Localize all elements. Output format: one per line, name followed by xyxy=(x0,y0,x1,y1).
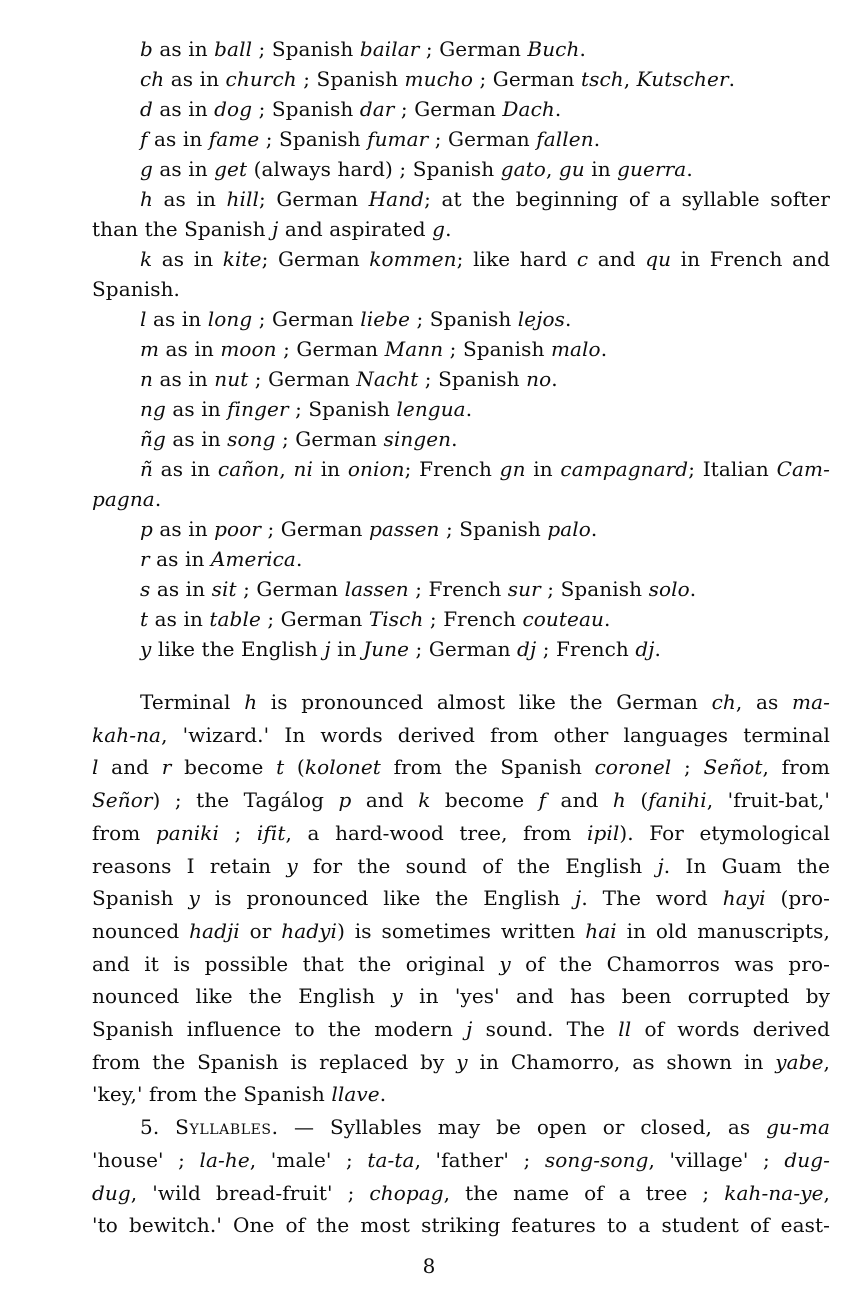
text-run: ; German xyxy=(258,187,369,211)
text-run: ; Spanish xyxy=(410,307,518,331)
text-run: ; xyxy=(219,820,257,845)
italic-text-run: ll xyxy=(618,1017,632,1042)
text-line xyxy=(92,980,830,1013)
text-line xyxy=(92,64,830,94)
italic-text-run: table xyxy=(209,607,261,631)
italic-text-run: y xyxy=(499,951,511,976)
text-line xyxy=(92,124,830,154)
text-run: ; German xyxy=(419,37,528,61)
italic-text-run: song xyxy=(227,427,276,451)
text-run: , xyxy=(623,67,637,91)
text-run: nounced xyxy=(92,918,190,943)
text-run: ; German xyxy=(261,247,370,271)
text-run: ). For etymological xyxy=(619,820,830,845)
text-line xyxy=(92,94,830,124)
italic-text-run: onion xyxy=(347,457,405,481)
text-line xyxy=(92,364,830,394)
text-run: for the sound of the English xyxy=(297,853,658,878)
text-run: in Chamorro, as shown in xyxy=(467,1049,776,1074)
italic-text-run: llave xyxy=(331,1082,380,1107)
italic-text-run: p xyxy=(338,788,352,813)
text-run: as in xyxy=(165,397,228,421)
italic-text-run: lejos xyxy=(517,307,566,331)
italic-text-run: g xyxy=(140,157,153,181)
italic-text-run: r xyxy=(140,547,150,571)
italic-text-run: ball xyxy=(214,37,253,61)
text-line xyxy=(92,784,830,817)
italic-text-run: palo xyxy=(547,517,591,541)
italic-text-run: ch xyxy=(711,690,736,714)
italic-text-run: hai xyxy=(585,918,617,943)
text-run: . xyxy=(565,307,572,331)
text-run: . The word xyxy=(581,886,723,911)
text-line xyxy=(92,686,830,719)
text-line xyxy=(92,214,830,244)
italic-text-run: Dach xyxy=(502,97,555,121)
text-run: as in xyxy=(147,127,209,151)
text-line xyxy=(92,604,830,634)
italic-text-run: dj xyxy=(517,637,537,661)
text-run: ; Spanish xyxy=(540,577,649,601)
italic-text-run: Señot xyxy=(703,755,763,780)
italic-text-run: f xyxy=(140,127,148,151)
smallcaps-text-run: Syllables xyxy=(175,1115,272,1140)
italic-text-run: fame xyxy=(208,127,260,151)
italic-text-run: moon xyxy=(220,337,277,361)
text-line xyxy=(92,915,830,948)
italic-text-run: liebe xyxy=(360,307,411,331)
text-run: ; German xyxy=(409,637,518,661)
text-run: as in xyxy=(152,367,215,391)
italic-text-run: singen xyxy=(383,427,452,451)
italic-text-run: dug xyxy=(92,1180,131,1205)
text-line xyxy=(92,882,830,915)
italic-text-run: j xyxy=(324,637,331,661)
text-run: as in xyxy=(164,67,226,91)
text-line xyxy=(92,817,830,850)
text-run: than the Spanish xyxy=(92,217,273,241)
italic-text-run: ñg xyxy=(140,427,166,451)
text-run: ; Spanish xyxy=(252,37,360,61)
text-run: as in xyxy=(152,517,215,541)
text-run: , 'fruit-bat,' xyxy=(706,788,830,813)
text-run: ; German xyxy=(261,517,369,541)
italic-text-run: h xyxy=(140,187,153,211)
italic-text-run: dar xyxy=(359,97,395,121)
text-run: in old manuscripts, xyxy=(616,918,830,943)
text-run: ; Spanish xyxy=(259,127,368,151)
text-run: , from xyxy=(762,755,830,780)
text-line xyxy=(92,1046,830,1079)
text-line xyxy=(92,244,830,274)
text-line xyxy=(92,850,830,883)
text-line xyxy=(92,1209,830,1242)
text-run: . xyxy=(686,157,693,181)
italic-text-run: finger xyxy=(227,397,289,421)
text-run: in 'yes' and has been corrupted by xyxy=(402,984,830,1009)
text-run: from the Spanish is replaced by xyxy=(92,1049,457,1074)
text-run: ; Spanish xyxy=(443,337,551,361)
italic-text-run: ifit xyxy=(256,820,286,845)
italic-text-run: y xyxy=(188,886,200,911)
italic-text-run: h xyxy=(612,788,626,813)
text-line xyxy=(92,751,830,784)
text-run: and xyxy=(98,755,162,780)
italic-text-run: k xyxy=(140,247,153,271)
text-run: , 'father' ; xyxy=(414,1147,545,1172)
text-run: 'to bewitch.' One of the most striking features to a student of east- xyxy=(92,1213,830,1238)
text-run: , 'wizard.' In words derived from other languages terminal xyxy=(161,722,830,747)
text-run: , xyxy=(823,1049,830,1074)
text-run: in French and xyxy=(671,247,830,271)
text-line xyxy=(92,304,830,334)
text-run: ; French xyxy=(404,457,500,481)
italic-text-run: Nacht xyxy=(356,367,419,391)
italic-text-run: guerra xyxy=(617,157,687,181)
italic-text-run: fanihi xyxy=(648,788,707,813)
text-run: Terminal xyxy=(140,690,245,714)
italic-text-run: dug- xyxy=(784,1147,831,1172)
text-run: ; German xyxy=(260,607,369,631)
text-run: in xyxy=(584,157,618,181)
text-run: ; Spanish xyxy=(296,67,405,91)
text-run: ; like hard xyxy=(456,247,577,271)
italic-text-run: y xyxy=(391,984,403,1009)
text-line xyxy=(92,1111,830,1144)
italic-text-run: s xyxy=(140,577,151,601)
italic-text-run: l xyxy=(140,307,147,331)
text-line xyxy=(92,454,830,484)
text-run: sound. The xyxy=(472,1017,619,1042)
text-run: and xyxy=(546,788,613,813)
text-line xyxy=(92,184,830,214)
text-run: . xyxy=(295,547,303,571)
text-line xyxy=(92,154,830,184)
text-run: as in xyxy=(152,187,227,211)
italic-text-run: p xyxy=(140,517,153,541)
text-run: . xyxy=(465,397,473,421)
text-run: 'house' ; xyxy=(92,1147,200,1172)
text-run: ; Spanish xyxy=(288,397,397,421)
text-run: , xyxy=(823,1180,830,1205)
italic-text-run: gu-ma xyxy=(766,1115,830,1140)
text-line xyxy=(92,948,830,981)
italic-text-run: gato xyxy=(500,157,546,181)
text-run: , a hard-wood tree, from xyxy=(285,820,587,845)
text-run: ; German xyxy=(276,337,385,361)
italic-text-run: cañon xyxy=(217,457,280,481)
text-run: ; German xyxy=(473,67,581,91)
text-run: as in xyxy=(149,547,211,571)
text-run: nounced like the English xyxy=(92,984,392,1009)
italic-text-run: y xyxy=(140,637,152,661)
italic-text-run: Mann xyxy=(384,337,444,361)
text-run: as in xyxy=(152,157,215,181)
text-run: become xyxy=(171,755,277,780)
text-run: ; German xyxy=(275,427,384,451)
text-run: , 'wild bread-fruit' ; xyxy=(130,1180,370,1205)
italic-text-run: June xyxy=(363,637,410,661)
text-run: become xyxy=(430,788,539,813)
italic-text-run: tsch xyxy=(580,67,624,91)
text-run: as in xyxy=(152,97,215,121)
text-line xyxy=(92,484,830,514)
italic-text-run: hadji xyxy=(189,918,240,943)
italic-text-run: Tisch xyxy=(368,607,424,631)
text-run: . xyxy=(154,487,162,511)
text-run: ; French xyxy=(423,607,523,631)
italic-text-run: Kutscher xyxy=(636,67,729,91)
text-run: . xyxy=(728,67,736,91)
text-run: . xyxy=(593,127,601,151)
italic-text-run: Buch xyxy=(527,37,580,61)
italic-text-run: poor xyxy=(214,517,262,541)
text-run: from the Spanish xyxy=(380,755,595,780)
italic-text-run: y xyxy=(456,1049,468,1074)
text-run: in xyxy=(525,457,561,481)
text-line xyxy=(92,1144,830,1177)
text-run: as in xyxy=(159,337,221,361)
text-run: Spanish. xyxy=(92,277,181,301)
text-run: ) is sometimes written xyxy=(337,918,586,943)
italic-text-run: gn xyxy=(499,457,526,481)
text-run: . — Syllables may be open or closed, as xyxy=(271,1115,767,1140)
text-run: ; Italian xyxy=(688,457,777,481)
text-run: , 'village' ; xyxy=(648,1147,785,1172)
italic-text-run: ng xyxy=(140,397,166,421)
text-run: and it is possible that the original xyxy=(92,951,500,976)
text-run: is pronounced almost like the German xyxy=(257,690,712,714)
text-run: or xyxy=(239,918,282,943)
text-run: ; Spanish xyxy=(439,517,548,541)
italic-text-run: Cam- xyxy=(776,457,830,481)
text-line xyxy=(92,334,830,364)
italic-text-run: passen xyxy=(368,517,440,541)
text-run: ; French xyxy=(536,637,636,661)
text-run: as in xyxy=(150,577,212,601)
text-run: ; French xyxy=(408,577,508,601)
italic-text-run: hayi xyxy=(722,886,766,911)
text-run: as in xyxy=(165,427,228,451)
italic-text-run: dog xyxy=(214,97,253,121)
text-run: ; German xyxy=(248,367,357,391)
italic-text-run: gu xyxy=(558,157,585,181)
text-line xyxy=(92,1177,830,1210)
italic-text-run: f xyxy=(538,788,547,813)
italic-text-run: t xyxy=(140,607,149,631)
text-run: ( xyxy=(625,788,649,813)
italic-text-run: kah-na-ye xyxy=(724,1180,824,1205)
text-run: . xyxy=(590,517,598,541)
italic-text-run: hill xyxy=(226,187,259,211)
italic-text-run: song-song xyxy=(544,1147,649,1172)
italic-text-run: sit xyxy=(211,577,237,601)
text-run: , xyxy=(279,457,294,481)
text-run: ; German xyxy=(428,127,537,151)
italic-text-run: kolonet xyxy=(304,755,381,780)
text-run: . xyxy=(554,97,562,121)
text-run: . xyxy=(604,607,611,631)
italic-text-run: ma- xyxy=(792,690,830,714)
italic-text-run: hadyi xyxy=(281,918,338,943)
text-run: . xyxy=(600,337,608,361)
text-line xyxy=(92,394,830,424)
text-run: ; German xyxy=(252,307,361,331)
text-run: ; German xyxy=(394,97,503,121)
italic-text-run: k xyxy=(418,788,431,813)
text-run: in xyxy=(313,457,348,481)
italic-text-run: chopag xyxy=(369,1180,444,1205)
italic-text-run: Hand xyxy=(368,187,425,211)
italic-text-run: campagnard xyxy=(560,457,689,481)
italic-text-run: ipil xyxy=(586,820,620,845)
italic-text-run: kite xyxy=(222,247,262,271)
italic-text-run: qu xyxy=(645,247,672,271)
text-run: . xyxy=(654,637,661,661)
italic-text-run: la-he xyxy=(199,1147,250,1172)
text-line xyxy=(92,634,830,664)
italic-text-run: ch xyxy=(140,67,165,91)
italic-text-run: t xyxy=(276,755,285,780)
italic-text-run: d xyxy=(140,97,153,121)
text-line xyxy=(92,719,830,752)
italic-text-run: coronel xyxy=(594,755,672,780)
text-run: like the English xyxy=(151,637,325,661)
text-run: from xyxy=(92,820,156,845)
text-run: . xyxy=(551,367,558,391)
text-run: as in xyxy=(152,457,218,481)
text-run: . xyxy=(451,427,458,451)
text-run: Spanish xyxy=(92,886,189,911)
italic-text-run: ñ xyxy=(140,457,153,481)
italic-text-run: ni xyxy=(293,457,313,481)
italic-text-run: y xyxy=(286,853,298,878)
italic-text-run: ta-ta xyxy=(367,1147,415,1172)
italic-text-run: kommen xyxy=(369,247,457,271)
text-run: ; Spanish xyxy=(252,97,360,121)
text-run: of the Chamorros was pro- xyxy=(510,951,830,976)
text-run: , as xyxy=(735,690,793,714)
italic-text-run: j xyxy=(466,1017,473,1042)
italic-text-run: lassen xyxy=(344,577,409,601)
text-line xyxy=(92,544,830,574)
italic-text-run: America xyxy=(210,547,296,571)
italic-text-run: paniki xyxy=(155,820,220,845)
terminal-h-paragraph xyxy=(92,686,830,1111)
italic-text-run: m xyxy=(140,337,160,361)
text-run: as in xyxy=(148,607,210,631)
italic-text-run: b xyxy=(140,37,153,61)
text-run: and aspirated xyxy=(278,217,433,241)
italic-text-run: l xyxy=(92,755,99,780)
text-line xyxy=(92,34,830,64)
italic-text-run: n xyxy=(140,367,153,391)
italic-text-run: fumar xyxy=(367,127,429,151)
text-run: ; at the beginning of a syllable softer xyxy=(424,187,830,211)
text-run: , the name of a tree ; xyxy=(443,1180,725,1205)
italic-text-run: long xyxy=(207,307,253,331)
text-run: (always hard) ; Spanish xyxy=(247,157,501,181)
italic-text-run: dj xyxy=(635,637,655,661)
pronunciation-list xyxy=(92,34,830,664)
syllables-paragraph xyxy=(92,1111,830,1242)
text-line xyxy=(92,574,830,604)
italic-text-run: yabe xyxy=(775,1049,824,1074)
text-run: ( xyxy=(284,755,305,780)
text-run: . xyxy=(689,577,697,601)
italic-text-run: sur xyxy=(507,577,541,601)
text-line xyxy=(92,1078,830,1111)
text-run: of words derived xyxy=(631,1017,830,1042)
text-run: is pronounced like the English xyxy=(199,886,576,911)
italic-text-run: h xyxy=(244,690,258,714)
text-run: ; Spanish xyxy=(418,367,527,391)
italic-text-run: solo xyxy=(648,577,690,601)
italic-text-run: lengua xyxy=(396,397,466,421)
text-run: 5. xyxy=(140,1115,176,1140)
italic-text-run: pagna xyxy=(92,487,155,511)
italic-text-run: fallen xyxy=(536,127,594,151)
page-number: 8 xyxy=(422,1253,436,1278)
text-run: in xyxy=(330,637,364,661)
text-run: ) ; the Tagálog xyxy=(152,788,339,813)
italic-text-run: church xyxy=(225,67,297,91)
text-run: reasons I retain xyxy=(92,853,287,878)
italic-text-run: j xyxy=(272,217,279,241)
text-run: as in xyxy=(152,37,215,61)
italic-text-run: kah-na xyxy=(92,722,162,747)
italic-text-run: g xyxy=(432,217,446,241)
text-line xyxy=(92,1013,830,1046)
italic-text-run: nut xyxy=(214,367,249,391)
italic-text-run: get xyxy=(214,157,248,181)
text-run: as in xyxy=(146,307,208,331)
text-run: Spanish influence to the modern xyxy=(92,1017,467,1042)
italic-text-run: malo xyxy=(550,337,601,361)
text-line xyxy=(92,274,830,304)
text-run: ; xyxy=(671,755,704,780)
italic-text-run: mucho xyxy=(404,67,473,91)
italic-text-run: j xyxy=(575,886,582,911)
italic-text-run: bailar xyxy=(359,37,420,61)
text-run: . In Guam the xyxy=(663,853,831,878)
text-run: , xyxy=(545,157,559,181)
text-run: ; German xyxy=(236,577,345,601)
text-run: . xyxy=(379,1082,387,1107)
text-line xyxy=(92,424,830,454)
text-run: 'key,' from the Spanish xyxy=(92,1082,332,1107)
text-run: and xyxy=(588,247,646,271)
text-run: as in xyxy=(152,247,223,271)
italic-text-run: c xyxy=(576,247,589,271)
text-run: and xyxy=(351,788,419,813)
text-run: (pro- xyxy=(765,886,830,911)
text-run: . xyxy=(445,217,452,241)
text-run: , 'male' ; xyxy=(249,1147,368,1172)
italic-text-run: Señor xyxy=(92,788,153,813)
italic-text-run: no xyxy=(526,367,552,391)
text-line xyxy=(92,514,830,544)
italic-text-run: j xyxy=(657,853,664,878)
italic-text-run: couteau xyxy=(522,607,604,631)
italic-text-run: r xyxy=(161,755,172,780)
text-run: . xyxy=(579,37,586,61)
